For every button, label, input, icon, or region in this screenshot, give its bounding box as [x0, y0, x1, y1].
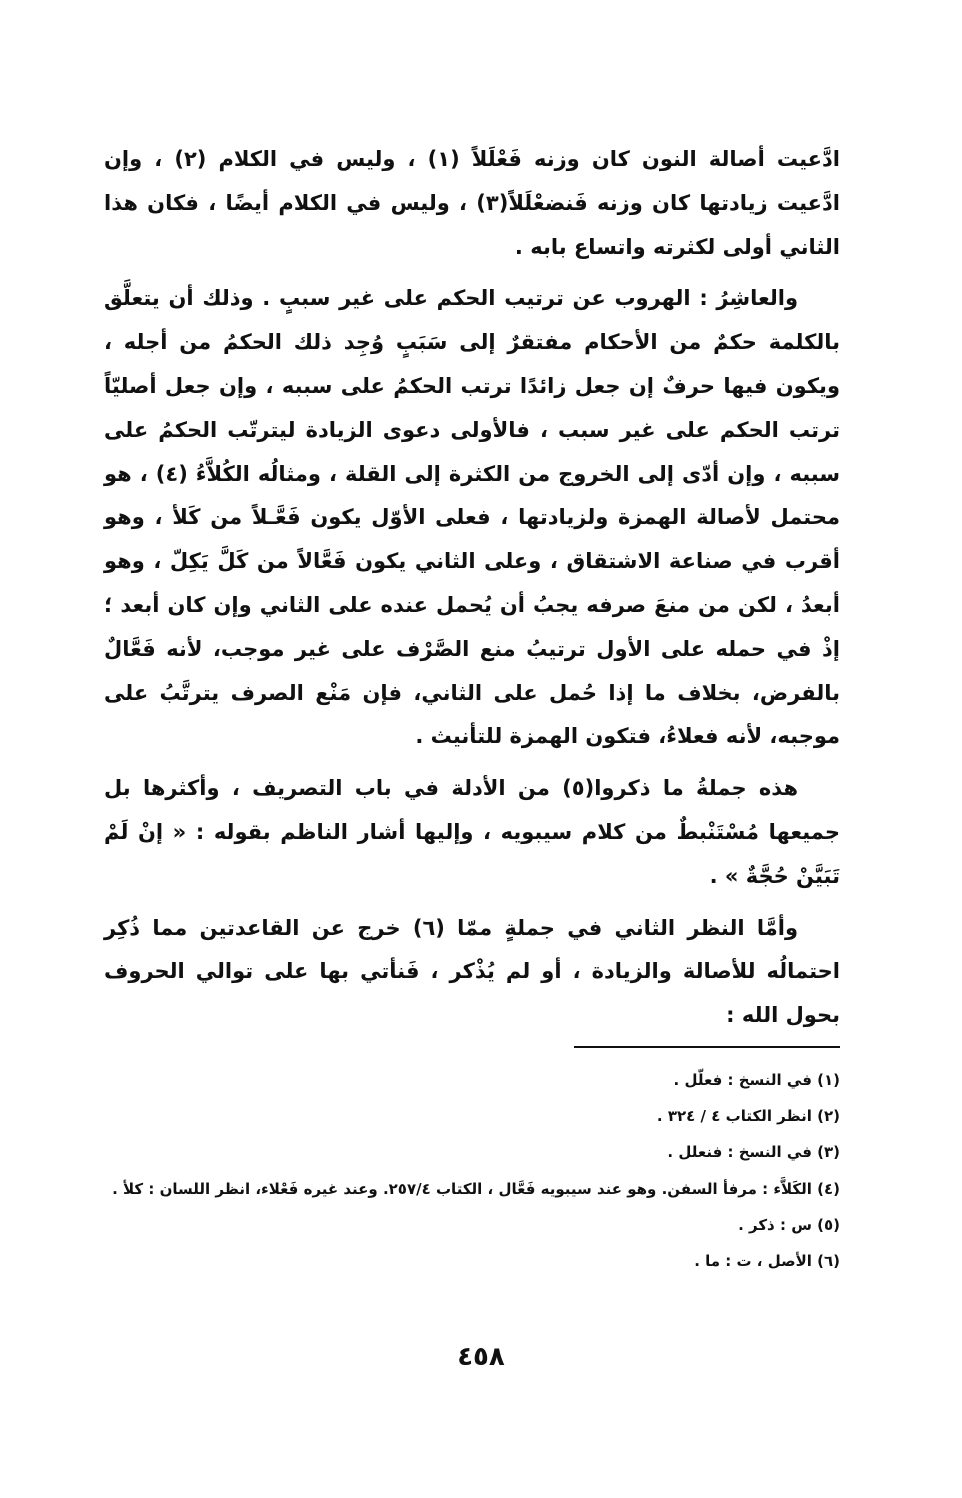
footnotes — [96, 1062, 840, 1279]
footnote-3: (٣) في النسخ : فنعلل . — [667, 1143, 840, 1162]
paragraph-1: ادَّعيت أصالة النون كان وزنه فَعْلَلاً (١) ، وليس في الكلام (٢) ، وإن ادَّعيت زيادتها كان وزنه فَنضعْلَلاً(٣) ، وليس في الكلام أيضًا ، فكان هذا الثاني أولى لكثرته واتساع بابه . — [104, 147, 840, 259]
paragraph-4: وأمَّا النظر الثاني في جملةٍ ممّا (٦) خرج عن القاعدتين مما ذُكِر احتمالُه للأصالة والزيادة ، أو لم يُذْكر ، فَنأتي بها على توالي الحروف بحول الله : — [104, 915, 840, 1028]
footnote-5: (٥) س : ذكر . — [738, 1215, 840, 1234]
page-number: ٤٥٨ — [457, 1342, 505, 1372]
paragraph-3: هذه جملةُ ما ذكروا(٥) من الأدلة في باب التصريف ، وأكثرها بل جميعها مُسْتَنْبطٌ من كلام سيبويه ، وإليها أشار الناظم بقوله : « إنْ لَمْ تَبَيَّنْ حُجَّةٌ » . — [104, 776, 840, 888]
footnote-1: (١) في النسخ : فعلّل . — [673, 1071, 840, 1089]
paragraph-2: والعاشِرُ : الهروب عن ترتيب الحكم على غير سببٍ . وذلك أن يتعلَّق بالكلمة حكمٌ من الأحكام مفتقرٌ إلى سَبَبٍ وُجِد ذلك الحكمُ من أجله ، ويكون فيها حرفٌ إن جعل زائدًا ترتب الحكمُ على سببه ، وإن جعل أصليّاً ترتب الحكم على غير سبب ، فالأولى دعوى الزيادة ليترتّب الحكمُ على سببه ، وإن أدّى إلى الخروج من الكثرة إلى القلة ، ومثالُه الكُلاَّءُ (٤) ، هو محتمل لأصالة الهمزة ولزيادتها ، فعلى الأوّل يكون فَعَّـلاً من كَلأ ، وهو أقرب في صناعة الاشتقاق ، وعلى الثاني يكون فَعَّالاً من كَلَّ يَكِلّ ، وهو أبعدُ ، لكن من منعَ صرفه يجبُ أن يُحمل عنده على الثاني وإن كان أبعد ؛ إذْ في حمله على الأول ترتيبُ منع الصَّرْف على غير موجب، لأنه فَعَّالٌ بالفرض، بخلاف ما إذا حُمل على الثاني، فإن مَنْع الصرف يترتَّبُ على موجبه، لأنه فعلاءُ، فتكون الهمزة للتأنيث . — [104, 286, 840, 749]
main-text — [104, 138, 840, 1038]
footnote-2: (٢) انظر الكتاب ٤ / ٣٢٤ . — [656, 1107, 840, 1126]
footnote-separator — [574, 1046, 840, 1048]
footnote-6: (٦) الأصل ، ت : ما . — [694, 1252, 840, 1271]
footnote-4: (٤) الكَلاَّء : مرفأ السفن. وهو عند سيبويه فَعَّال ، الكتاب ٢٥٧/٤. وعند غيره فَعْلاء، انظر اللسان : كلأ . — [112, 1179, 840, 1198]
